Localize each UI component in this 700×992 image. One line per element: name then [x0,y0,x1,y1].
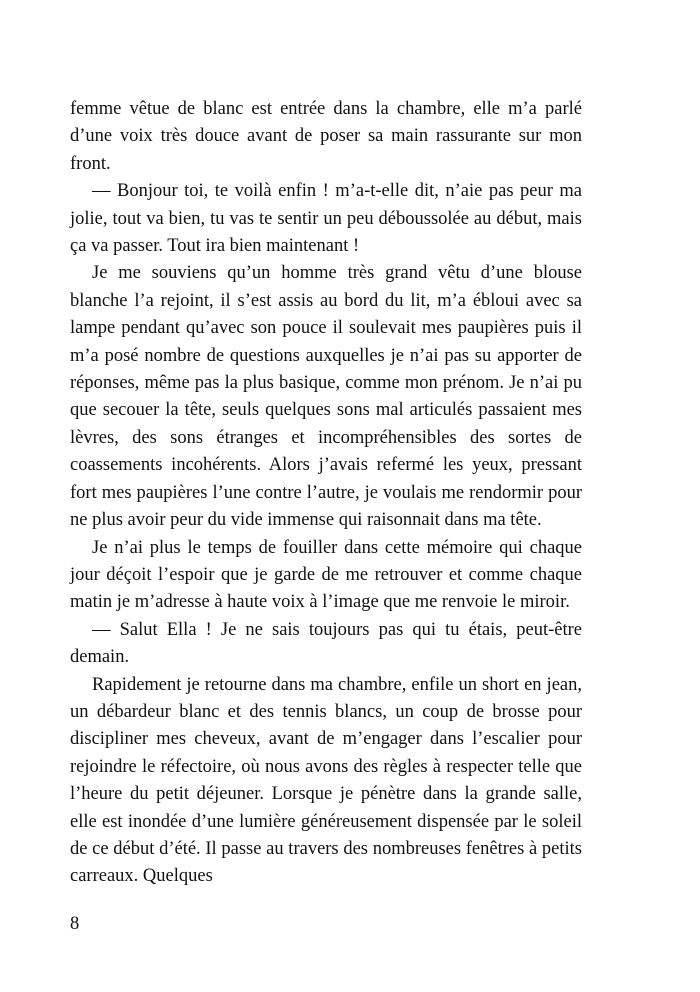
page-number: 8 [70,914,80,934]
paragraph-6: Rapidement je retourne dans ma chambre, enfile un short en jean, un débardeur blanc et des tennis blancs, un coup de brosse pour discipliner mes cheveux, avant de m’engager dans l’escalier pour rejoindre le réfectoire, où nous avons des règles à respecter telle que l’heure du petit déjeuner. Lorsque je pénètre dans la grande salle, elle est inondée d’une lumière généreusement dispensée par le soleil de ce début d’été. Il passe au travers des nombreuses fenêtres à petits carreaux. Quelques [70,674,582,887]
paragraph-4: Je n’ai plus le temps de fouiller dans cette mémoire qui chaque jour déçoit l’espoir que je garde de me retrouver et comme chaque matin je m’adresse à haute voix à l’image que me renvoie le miroir. [70,537,582,613]
paragraph-5: — Salut Ella ! Je ne sais toujours pas qui tu étais, peut-être demain. [70,619,582,668]
paragraph-3: Je me souviens qu’un homme très grand vêtu d’une blouse blanche l’a rejoint, il s’est assis au bord du lit, m’a ébloui avec sa lampe pendant qu’avec son pouce il soulevait mes paupières puis il m’a posé nombre de questions auxquelles je n’ai pas su apporter de réponses, même pas la plus basique, comme mon prénom. Je n’ai pu que secouer la tête, seuls quelques sons mal articulés passaient mes lèvres, des sons étranges et incompréhensibles des sortes de coassements incohérents. Alors j’avais refermé les yeux, pressant fort mes paupières l’une contre l’autre, je voulais me rendormir pour ne plus avoir peur du vide immense qui raisonnait dans ma tête. [70,263,582,531]
paragraph-2: — Bonjour toi, te voilà enfin ! m’a-t-elle dit, n’aie pas peur ma jolie, tout va bien, tu vas te sentir un peu déboussolée au début, mais ça va passer. Tout ira bien maintenant ! [70,181,582,257]
page-body [70,96,582,891]
paragraph-1: femme vêtue de blanc est entrée dans la chambre, elle m’a parlé d’une voix très douce avant de poser sa main rassurante sur mon front. [70,99,582,174]
